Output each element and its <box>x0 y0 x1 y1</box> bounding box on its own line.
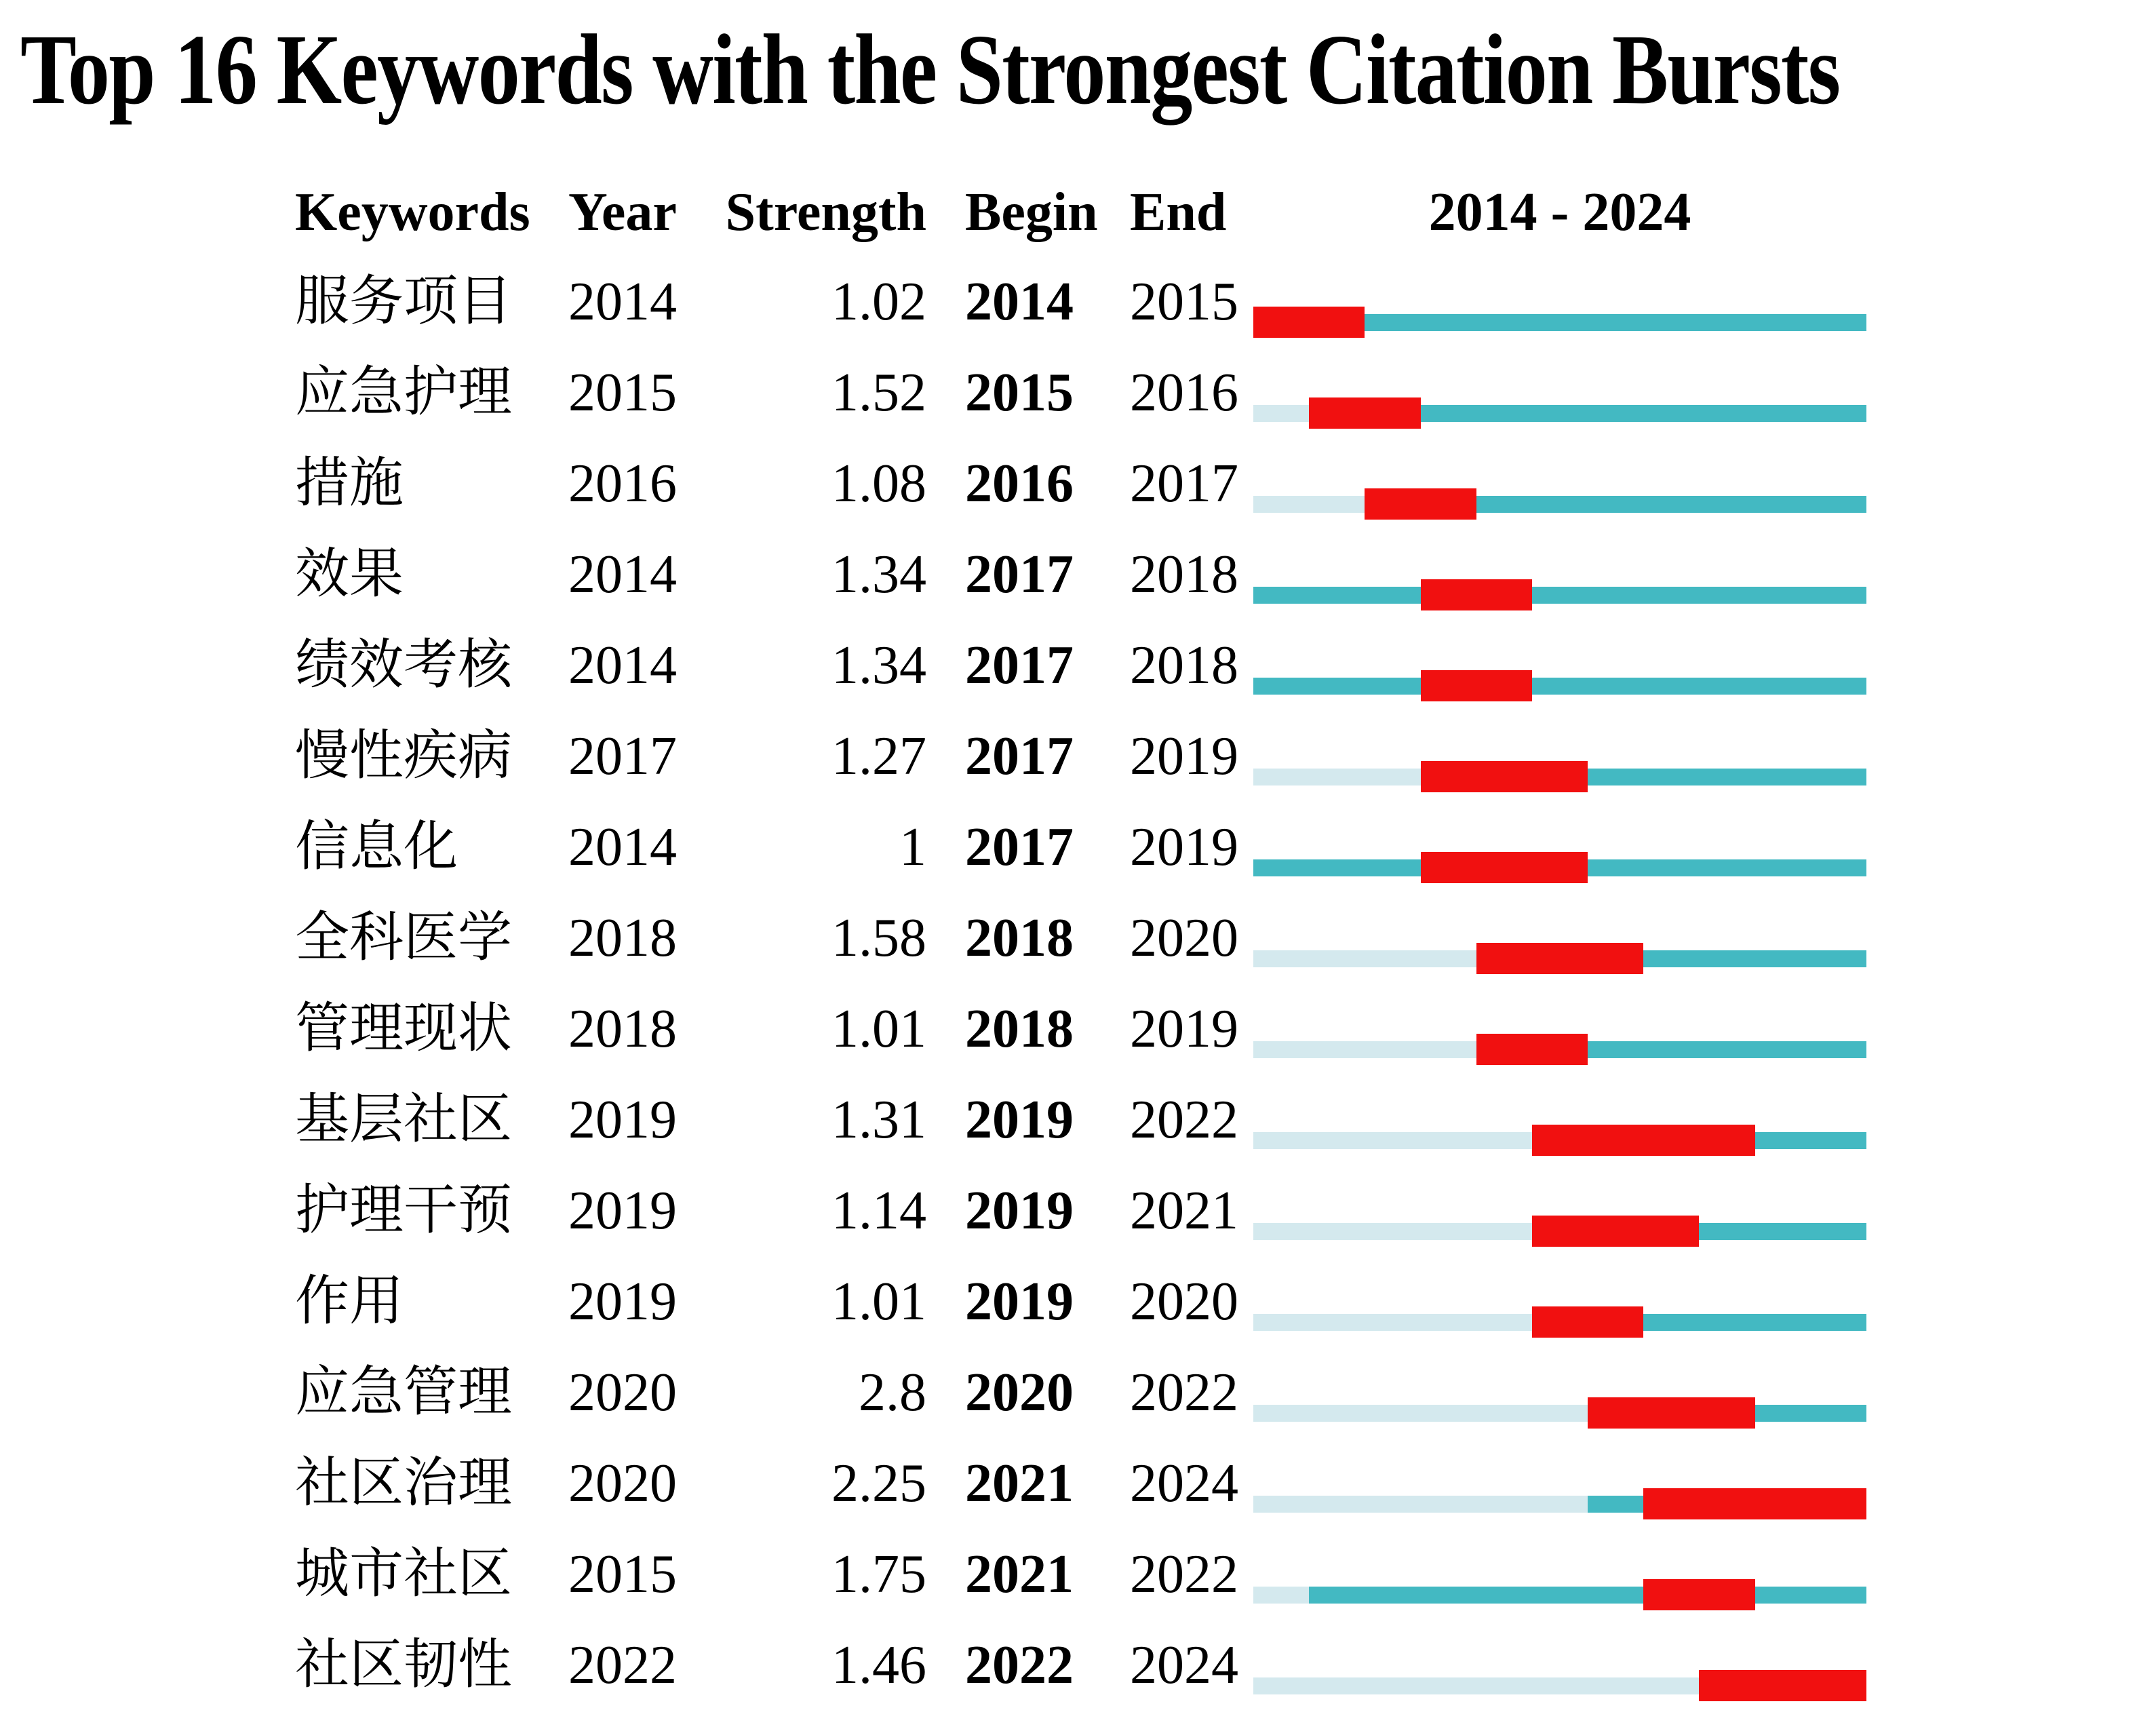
active-segment <box>1588 769 1866 785</box>
figure-title: Top 16 Keywords with the Strongest Citation Bursts <box>20 14 1840 125</box>
burst-segment <box>1532 1216 1700 1247</box>
burst-segment <box>1643 1579 1755 1610</box>
keyword-cell: 城市社区 <box>295 1545 512 1604</box>
year-cell: 2018 <box>568 999 677 1059</box>
table-row <box>0 1165 2156 1256</box>
year-cell: 2014 <box>568 636 677 695</box>
keyword-cell: 绩效考核 <box>295 636 512 695</box>
end-cell: 2016 <box>1130 363 1238 423</box>
burst-timeline-bar <box>1253 488 1866 520</box>
end-cell: 2022 <box>1130 1545 1238 1604</box>
table-row <box>0 529 2156 620</box>
end-cell: 2020 <box>1130 1272 1238 1332</box>
table-row <box>0 1529 2156 1620</box>
active-segment <box>1476 496 1866 513</box>
begin-cell: 2019 <box>965 1181 1074 1241</box>
active-segment <box>1421 405 1866 422</box>
inactive-segment <box>1253 1314 1532 1331</box>
burst-timeline-bar <box>1253 307 1866 338</box>
active-segment <box>1588 1041 1866 1058</box>
burst-segment <box>1699 1670 1866 1701</box>
keyword-cell: 应急护理 <box>295 363 512 423</box>
inactive-segment <box>1253 1132 1532 1149</box>
burst-segment <box>1532 1125 1755 1156</box>
active-segment <box>1755 1405 1866 1422</box>
table-row <box>0 620 2156 711</box>
col-header-end: End <box>1130 182 1227 242</box>
table-row <box>0 256 2156 347</box>
table-row <box>0 1347 2156 1438</box>
table-row <box>0 1620 2156 1711</box>
burst-segment <box>1365 488 1476 520</box>
col-header-begin: Begin <box>965 182 1098 242</box>
table-header <box>0 168 2156 256</box>
begin-cell: 2019 <box>965 1272 1074 1332</box>
burst-timeline-bar <box>1253 761 1866 792</box>
burst-segment <box>1421 670 1532 701</box>
strength-cell: 1.58 <box>831 908 926 968</box>
active-segment <box>1309 1587 1643 1604</box>
active-segment <box>1253 859 1421 876</box>
keyword-cell: 护理干预 <box>295 1181 512 1241</box>
year-cell: 2014 <box>568 545 677 604</box>
inactive-segment <box>1253 1223 1532 1240</box>
inactive-segment <box>1253 769 1421 785</box>
table-row <box>0 984 2156 1074</box>
strength-cell: 1.34 <box>831 636 926 695</box>
active-segment <box>1532 678 1866 695</box>
begin-cell: 2017 <box>965 545 1074 604</box>
strength-cell: 1.01 <box>831 999 926 1059</box>
table-row <box>0 711 2156 802</box>
strength-cell: 1.34 <box>831 545 926 604</box>
begin-cell: 2018 <box>965 908 1074 968</box>
begin-cell: 2016 <box>965 454 1074 513</box>
table-row <box>0 893 2156 984</box>
end-cell: 2019 <box>1130 817 1238 877</box>
year-cell: 2014 <box>568 817 677 877</box>
burst-timeline-bar <box>1253 1216 1866 1247</box>
year-cell: 2020 <box>568 1454 677 1513</box>
keyword-cell: 作用 <box>295 1272 404 1332</box>
strength-cell: 2.25 <box>831 1454 926 1513</box>
keyword-cell: 社区治理 <box>295 1454 512 1513</box>
burst-timeline-bar <box>1253 852 1866 883</box>
strength-cell: 1.31 <box>831 1090 926 1150</box>
table-row <box>0 1256 2156 1347</box>
year-cell: 2018 <box>568 908 677 968</box>
inactive-segment <box>1253 496 1365 513</box>
burst-segment <box>1532 1306 1643 1338</box>
end-cell: 2024 <box>1130 1454 1238 1513</box>
active-segment <box>1755 1587 1866 1604</box>
col-header-year: Year <box>568 182 677 242</box>
active-segment <box>1643 1314 1866 1331</box>
strength-cell: 1.02 <box>831 272 926 332</box>
year-cell: 2019 <box>568 1181 677 1241</box>
begin-cell: 2021 <box>965 1454 1074 1513</box>
end-cell: 2024 <box>1130 1635 1238 1695</box>
burst-timeline-bar <box>1253 1306 1866 1338</box>
end-cell: 2020 <box>1130 908 1238 968</box>
year-cell: 2019 <box>568 1272 677 1332</box>
burst-segment <box>1421 852 1588 883</box>
begin-cell: 2022 <box>965 1635 1074 1695</box>
year-cell: 2015 <box>568 363 677 423</box>
end-cell: 2017 <box>1130 454 1238 513</box>
begin-cell: 2021 <box>965 1545 1074 1604</box>
burst-segment <box>1476 943 1644 974</box>
active-segment <box>1588 859 1866 876</box>
end-cell: 2019 <box>1130 726 1238 786</box>
burst-timeline-bar <box>1253 1579 1866 1610</box>
keyword-cell: 慢性疾病 <box>295 726 512 786</box>
end-cell: 2018 <box>1130 636 1238 695</box>
burst-timeline-bar <box>1253 1034 1866 1065</box>
col-header-keywords: Keywords <box>295 182 530 242</box>
strength-cell: 1.52 <box>831 363 926 423</box>
year-cell: 2015 <box>568 1545 677 1604</box>
table-row <box>0 438 2156 529</box>
end-cell: 2015 <box>1130 272 1238 332</box>
begin-cell: 2019 <box>965 1090 1074 1150</box>
active-segment <box>1253 678 1421 695</box>
burst-segment <box>1588 1397 1755 1429</box>
end-cell: 2019 <box>1130 999 1238 1059</box>
keyword-cell: 效果 <box>295 545 404 604</box>
strength-cell: 1.01 <box>831 1272 926 1332</box>
strength-cell: 1.14 <box>831 1181 926 1241</box>
keyword-cell: 基层社区 <box>295 1090 512 1150</box>
end-cell: 2022 <box>1130 1090 1238 1150</box>
end-cell: 2018 <box>1130 545 1238 604</box>
active-segment <box>1532 587 1866 604</box>
year-cell: 2019 <box>568 1090 677 1150</box>
begin-cell: 2017 <box>965 817 1074 877</box>
year-cell: 2014 <box>568 272 677 332</box>
active-segment <box>1755 1132 1866 1149</box>
burst-segment <box>1309 397 1420 429</box>
col-header-strength: Strength <box>725 182 926 242</box>
keyword-cell: 信息化 <box>295 817 458 877</box>
strength-cell: 1 <box>899 817 926 877</box>
end-cell: 2021 <box>1130 1181 1238 1241</box>
active-segment <box>1588 1496 1643 1513</box>
inactive-segment <box>1253 1677 1699 1694</box>
inactive-segment <box>1253 405 1309 422</box>
keyword-cell: 全科医学 <box>295 908 512 968</box>
active-segment <box>1365 314 1866 331</box>
strength-cell: 1.75 <box>831 1545 926 1604</box>
keyword-cell: 措施 <box>295 454 404 513</box>
active-segment <box>1699 1223 1866 1240</box>
active-segment <box>1253 587 1421 604</box>
year-cell: 2016 <box>568 454 677 513</box>
keyword-cell: 管理现状 <box>295 999 512 1059</box>
table-row <box>0 802 2156 893</box>
burst-segment <box>1421 579 1532 610</box>
begin-cell: 2020 <box>965 1363 1074 1422</box>
strength-cell: 1.27 <box>831 726 926 786</box>
burst-timeline-bar <box>1253 943 1866 974</box>
strength-cell: 1.08 <box>831 454 926 513</box>
burst-timeline-bar <box>1253 1488 1866 1519</box>
begin-cell: 2015 <box>965 363 1074 423</box>
strength-cell: 2.8 <box>859 1363 926 1422</box>
burst-timeline-bar <box>1253 579 1866 610</box>
table-row <box>0 347 2156 438</box>
inactive-segment <box>1253 1405 1588 1422</box>
burst-timeline-bar <box>1253 397 1866 429</box>
keyword-cell: 社区韧性 <box>295 1635 512 1695</box>
keyword-cell: 服务项目 <box>295 272 512 332</box>
table-row <box>0 1074 2156 1165</box>
burst-segment <box>1476 1034 1588 1065</box>
end-cell: 2022 <box>1130 1363 1238 1422</box>
burst-timeline-bar <box>1253 670 1866 701</box>
burst-segment <box>1421 761 1588 792</box>
inactive-segment <box>1253 1041 1476 1058</box>
strength-cell: 1.46 <box>831 1635 926 1695</box>
begin-cell: 2018 <box>965 999 1074 1059</box>
burst-table <box>0 168 2156 1711</box>
inactive-segment <box>1253 1496 1588 1513</box>
col-header-timeline: 2014 - 2024 <box>1428 182 1691 242</box>
table-body <box>0 256 2156 1711</box>
burst-timeline-bar <box>1253 1125 1866 1156</box>
inactive-segment <box>1253 950 1476 967</box>
burst-timeline-bar <box>1253 1397 1866 1429</box>
year-cell: 2017 <box>568 726 677 786</box>
table-row <box>0 1438 2156 1529</box>
burst-timeline-bar <box>1253 1670 1866 1701</box>
keyword-cell: 应急管理 <box>295 1363 512 1422</box>
begin-cell: 2017 <box>965 636 1074 695</box>
active-segment <box>1643 950 1866 967</box>
burst-segment <box>1253 307 1365 338</box>
year-cell: 2022 <box>568 1635 677 1695</box>
burst-segment <box>1643 1488 1866 1519</box>
inactive-segment <box>1253 1587 1309 1604</box>
begin-cell: 2017 <box>965 726 1074 786</box>
year-cell: 2020 <box>568 1363 677 1422</box>
begin-cell: 2014 <box>965 272 1074 332</box>
